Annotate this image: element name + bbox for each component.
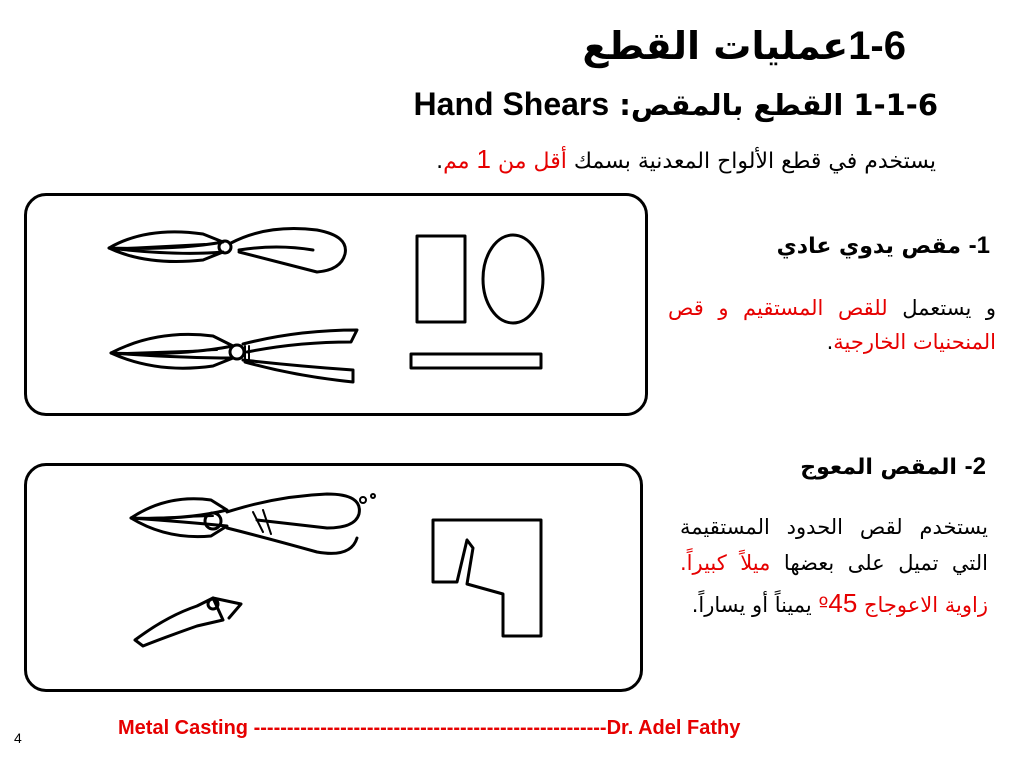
shears-side-bottom <box>111 330 357 382</box>
slide-footer <box>118 717 740 740</box>
degree-sign: º <box>818 593 829 618</box>
subtitle-arabic: القطع بالمقص: <box>619 88 844 122</box>
shears-open-top <box>109 229 345 272</box>
intro-highlight-number: 1 <box>476 144 492 174</box>
section1-number: 1- <box>968 232 990 259</box>
footer-author: Dr. Adel Fathy <box>606 717 741 739</box>
subtitle-number: 1-1-6 <box>853 88 938 122</box>
strip-cut-shape <box>411 354 541 368</box>
section2-title: المقص المعوج <box>800 455 957 480</box>
shears-bent-top <box>131 494 375 553</box>
intro-highlight-word: أقل من <box>498 149 567 174</box>
section2-heading <box>800 453 986 481</box>
intro-end: . <box>436 149 444 174</box>
section1-heading <box>777 232 990 260</box>
section1-text-end: . <box>826 329 834 354</box>
shears-bent-side <box>135 598 241 646</box>
footer-course: Metal Casting <box>118 717 249 739</box>
section1-text-highlight: للقص المستقيم و قص المنحنيات الخارجية <box>668 296 996 354</box>
intro-highlight-unit: مم <box>443 149 470 174</box>
section1-text <box>668 292 996 359</box>
bend-angle: 45 <box>828 588 858 619</box>
figure-bent-shears <box>24 463 643 692</box>
rectangle-cut-shape <box>417 236 465 322</box>
title-number: 1-6 <box>848 24 906 68</box>
oval-cut-shape <box>483 235 543 323</box>
bent-shears-drawing <box>27 466 642 691</box>
section2-text-start: يستخدم لقص الحدود المستقيمة التي تميل على بعضها <box>680 515 989 575</box>
slide-title <box>582 24 906 69</box>
section1-text-start: و يستعمل <box>902 296 996 320</box>
section1-title: مقص يدوي عادي <box>776 234 961 259</box>
slide-subtitle <box>414 86 938 123</box>
subtitle-english: Hand Shears <box>413 86 610 122</box>
section2-text-end: يميناً أو يساراً. <box>691 593 812 618</box>
straight-shears-drawing <box>27 196 647 415</box>
figure-straight-shears <box>24 193 648 416</box>
angled-cut-shape <box>433 520 541 636</box>
intro-main: يستخدم في قطع الألواح المعدنية بسمك <box>573 149 936 174</box>
section2-text-red: ميلاً كبيراً. زاوية الاعوجاج <box>680 550 988 618</box>
footer-dashes: ----------------------------------------------------- <box>253 717 607 739</box>
section2-text <box>680 510 988 626</box>
title-text: عمليات القطع <box>582 24 849 68</box>
intro-highlight <box>443 144 567 174</box>
page-number: 4 <box>14 730 22 746</box>
section2-number: 2- <box>964 453 986 480</box>
intro-text <box>436 144 936 175</box>
